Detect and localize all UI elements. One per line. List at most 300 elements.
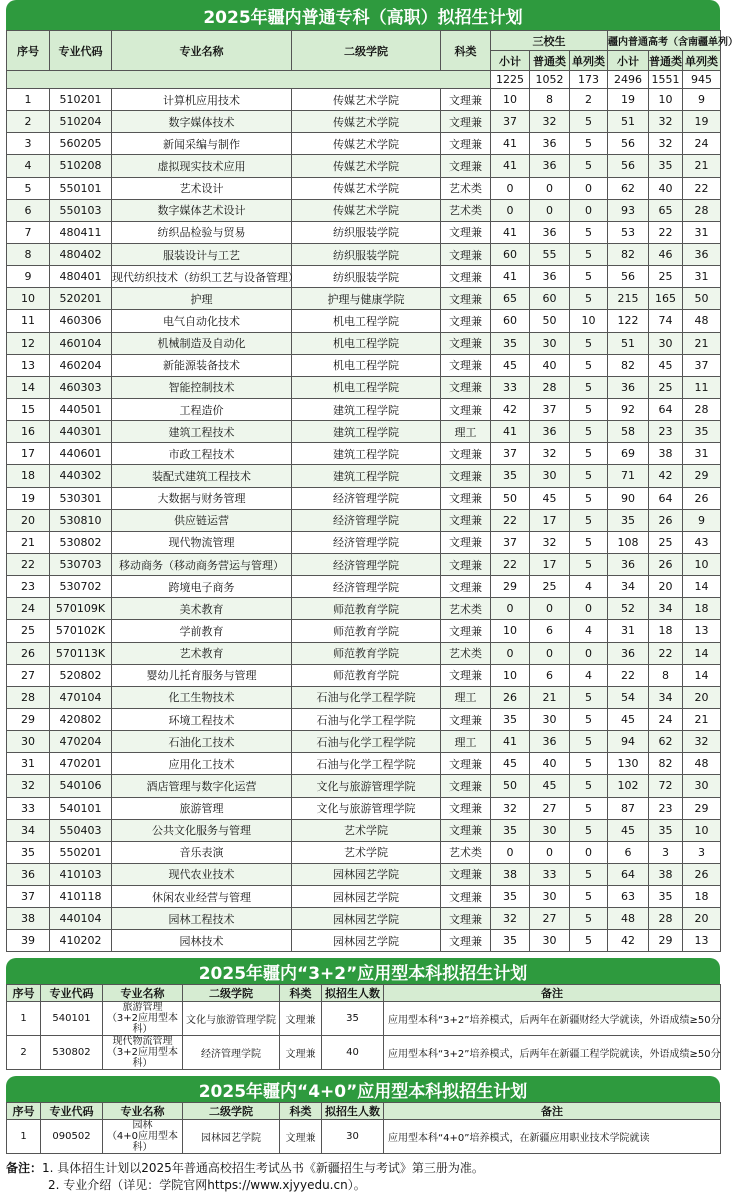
table-row-cell: 25 — [7, 620, 50, 642]
table-row-cell: 37 — [7, 886, 50, 908]
plan40-header: 专业名称 — [103, 1103, 183, 1120]
table-row-cell: 护理 — [112, 288, 292, 310]
table-row-cell: 文理兼 — [441, 310, 491, 332]
table-row — [7, 841, 721, 863]
table-row-cell: 师范教育学院 — [292, 642, 441, 664]
plan40-row-cell: 1 — [7, 1120, 41, 1154]
main-plan-table — [6, 30, 738, 952]
table-row — [7, 421, 721, 443]
table-row-cell: 82 — [649, 753, 683, 775]
table-row-cell: 5 — [570, 509, 608, 531]
table-row-cell: 供应链运营 — [112, 509, 292, 531]
table-row-cell: 化工生物技术 — [112, 686, 292, 708]
table-row-cell: 29 — [649, 930, 683, 952]
table-row-cell: 艺术学院 — [292, 819, 441, 841]
table-row-cell: 6 — [608, 841, 649, 863]
table-row-cell: 2 — [7, 111, 50, 133]
table-row-cell: 36 — [683, 243, 721, 265]
table-row-cell: 37 — [683, 354, 721, 376]
table-row-cell: 480402 — [50, 243, 112, 265]
table-row-cell: 服装设计与工艺 — [112, 243, 292, 265]
sub-header: 单列类 — [683, 51, 721, 71]
table-row-cell: 35 — [649, 155, 683, 177]
table-row-cell: 32 — [491, 797, 530, 819]
plan40-row-cell: 应用型本科“4+0”培养模式，在新疆应用职业技术学院就读 — [384, 1120, 721, 1154]
table-row-cell: 文理兼 — [441, 354, 491, 376]
table-row-cell: 机电工程学院 — [292, 310, 441, 332]
col-group-sanxiao: 三校生 — [491, 31, 608, 51]
table-row-cell: 82 — [608, 243, 649, 265]
table-row-cell: 建筑工程学院 — [292, 465, 441, 487]
table-row-cell: 37 — [530, 398, 570, 420]
table-row-cell: 56 — [608, 266, 649, 288]
table-row-cell: 5 — [570, 886, 608, 908]
table-row-cell: 520201 — [50, 288, 112, 310]
table-row-cell: 建筑工程技术 — [112, 421, 292, 443]
table-row-cell: 传媒艺术学院 — [292, 155, 441, 177]
table-row-cell: 50 — [530, 310, 570, 332]
table-row-cell: 32 — [530, 531, 570, 553]
table-row-cell: 29 — [7, 708, 50, 730]
table-row-cell: 16 — [7, 421, 50, 443]
table-row-cell: 电气自动化技术 — [112, 310, 292, 332]
table-row-cell: 94 — [608, 731, 649, 753]
table-row-cell: 520802 — [50, 664, 112, 686]
table-row-cell: 30 — [530, 886, 570, 908]
table-row-cell: 56 — [608, 133, 649, 155]
table-row-cell: 5 — [570, 819, 608, 841]
table-row — [7, 819, 721, 841]
table-row — [7, 177, 721, 199]
table-row-cell: 510208 — [50, 155, 112, 177]
table-row-cell: 69 — [608, 443, 649, 465]
plan32-row-cell: 文理兼 — [280, 1002, 322, 1036]
table-row-cell: 10 — [683, 553, 721, 575]
table-row-cell: 石油与化学工程学院 — [292, 686, 441, 708]
table-row-cell: 美术教育 — [112, 598, 292, 620]
table-row-cell: 文理兼 — [441, 908, 491, 930]
table-row-cell: 22 — [491, 509, 530, 531]
table-row-cell: 25 — [530, 576, 570, 598]
table-row-cell: 60 — [530, 288, 570, 310]
table-row-cell: 5 — [570, 708, 608, 730]
table-row-cell: 新能源装备技术 — [112, 354, 292, 376]
table-row-cell: 智能控制技术 — [112, 376, 292, 398]
table-row-cell: 12 — [7, 332, 50, 354]
table-row-cell: 师范教育学院 — [292, 664, 441, 686]
table-row-cell: 5 — [570, 686, 608, 708]
col-college: 二级学院 — [292, 31, 441, 71]
table-row-cell: 5 — [570, 376, 608, 398]
table-row-cell: 5 — [570, 753, 608, 775]
table-row-cell: 36 — [530, 731, 570, 753]
table-row-cell: 4 — [570, 664, 608, 686]
table-row-cell: 26 — [491, 686, 530, 708]
table-row-cell: 215 — [608, 288, 649, 310]
table-row-cell: 24 — [7, 598, 50, 620]
sub-header: 普通类 — [649, 51, 683, 71]
table-row-cell: 460303 — [50, 376, 112, 398]
table-row-cell: 石油与化学工程学院 — [292, 753, 441, 775]
table-row-cell: 30 — [649, 332, 683, 354]
table-row-cell: 42 — [491, 398, 530, 420]
table-row-cell: 41 — [491, 133, 530, 155]
table-row-cell: 文理兼 — [441, 531, 491, 553]
main-plan-title: 2025年疆内普通专科（高职）拟招生计划 — [6, 0, 720, 30]
table-row-cell: 经济管理学院 — [292, 531, 441, 553]
table-row-cell: 机械制造及自动化 — [112, 332, 292, 354]
table-row-cell: 19 — [7, 487, 50, 509]
table-row-cell: 32 — [683, 731, 721, 753]
table-row-cell: 机电工程学院 — [292, 376, 441, 398]
plan40-row-cell: 园林 （4+0应用型本科） — [103, 1120, 183, 1154]
table-row-cell: 28 — [530, 376, 570, 398]
table-row — [7, 111, 721, 133]
table-row-cell: 33 — [7, 797, 50, 819]
table-row-cell: 15 — [7, 398, 50, 420]
table-row — [7, 221, 721, 243]
table-row-cell: 39 — [7, 930, 50, 952]
table-row-cell: 5 — [570, 465, 608, 487]
table-row-cell: 35 — [491, 886, 530, 908]
table-row-cell: 64 — [649, 398, 683, 420]
table-row-cell: 530802 — [50, 531, 112, 553]
table-row-cell: 36 — [530, 133, 570, 155]
table-row-cell: 26 — [649, 553, 683, 575]
table-row-cell: 5 — [570, 221, 608, 243]
table-row-cell: 60 — [491, 243, 530, 265]
table-row — [7, 863, 721, 885]
total-cell: 945 — [683, 71, 721, 89]
table-row-cell: 经济管理学院 — [292, 487, 441, 509]
table-row-cell: 0 — [530, 841, 570, 863]
table-row-cell: 37 — [491, 111, 530, 133]
total-cell: 1225 — [491, 71, 530, 89]
table-row-cell: 移动商务（移动商务营运与管理） — [112, 553, 292, 575]
table-row — [7, 753, 721, 775]
table-row-cell: 9 — [7, 266, 50, 288]
plan40-header: 专业代码 — [41, 1103, 103, 1120]
table-row-cell: 5 — [570, 863, 608, 885]
plan32-header: 备注 — [384, 985, 721, 1002]
table-row — [7, 354, 721, 376]
table-row-cell: 20 — [649, 576, 683, 598]
col-no: 序号 — [7, 31, 50, 71]
table-row-cell: 36 — [608, 376, 649, 398]
table-row-cell: 0 — [570, 199, 608, 221]
table-row-cell: 550201 — [50, 841, 112, 863]
table-row-cell: 20 — [683, 686, 721, 708]
table-row-cell: 机电工程学院 — [292, 354, 441, 376]
plan40-row-cell: 文理兼 — [280, 1120, 322, 1154]
table-row-cell: 园林园艺学院 — [292, 863, 441, 885]
table-row — [7, 89, 721, 111]
plan40-row-cell: 30 — [322, 1120, 384, 1154]
table-row-cell: 41 — [491, 266, 530, 288]
table-row-cell: 24 — [683, 133, 721, 155]
table-row-cell: 60 — [491, 310, 530, 332]
table-row-cell: 28 — [683, 398, 721, 420]
table-row — [7, 908, 721, 930]
sub-header: 普通类 — [530, 51, 570, 71]
table-row-cell: 480401 — [50, 266, 112, 288]
table-row-cell: 27 — [7, 664, 50, 686]
table-row-cell: 45 — [530, 487, 570, 509]
plan32-row-cell: 530802 — [41, 1036, 103, 1070]
table-row — [7, 797, 721, 819]
table-row-cell: 3 — [649, 841, 683, 863]
table-row-cell: 22 — [491, 553, 530, 575]
table-row-cell: 公共文化服务与管理 — [112, 819, 292, 841]
table-row-cell: 10 — [491, 89, 530, 111]
table-row-cell: 传媒艺术学院 — [292, 133, 441, 155]
table-row-cell: 11 — [683, 376, 721, 398]
table-row-cell: 跨境电子商务 — [112, 576, 292, 598]
table-row — [7, 133, 721, 155]
table-row-cell: 23 — [649, 421, 683, 443]
table-row-cell: 34 — [649, 598, 683, 620]
table-row-cell: 41 — [491, 421, 530, 443]
table-row-cell: 10 — [683, 819, 721, 841]
table-row-cell: 现代纺织技术（纺织工艺与设备管理） — [112, 266, 292, 288]
table-row-cell: 3 — [7, 133, 50, 155]
table-row-cell: 420802 — [50, 708, 112, 730]
table-row-cell: 艺术类 — [441, 642, 491, 664]
table-row-cell: 园林技术 — [112, 930, 292, 952]
table-row-cell: 35 — [608, 509, 649, 531]
table-row-cell: 20 — [7, 509, 50, 531]
table-row-cell: 10 — [7, 288, 50, 310]
col-subject: 科类 — [441, 31, 491, 71]
table-row-cell: 装配式建筑工程技术 — [112, 465, 292, 487]
table-row-cell: 艺术教育 — [112, 642, 292, 664]
table-row-cell: 35 — [7, 841, 50, 863]
plan40-title: 2025年疆内“4+0”应用型本科拟招生计划 — [6, 1076, 720, 1102]
table-row-cell: 现代农业技术 — [112, 863, 292, 885]
table-row-cell: 440104 — [50, 908, 112, 930]
table-row-cell: 艺术类 — [441, 199, 491, 221]
table-row-cell: 5 — [7, 177, 50, 199]
table-row-cell: 55 — [530, 243, 570, 265]
table-row-cell: 19 — [683, 111, 721, 133]
table-row-cell: 46 — [649, 243, 683, 265]
table-row-cell: 7 — [7, 221, 50, 243]
table-row-cell: 园林工程技术 — [112, 908, 292, 930]
table-row-cell: 6 — [7, 199, 50, 221]
table-row-cell: 14 — [7, 376, 50, 398]
col-name: 专业名称 — [112, 31, 292, 71]
table-row-cell: 传媒艺术学院 — [292, 199, 441, 221]
table-row-cell: 园林园艺学院 — [292, 886, 441, 908]
table-row-cell: 21 — [683, 332, 721, 354]
table-row-cell: 4 — [570, 576, 608, 598]
table-row-cell: 440501 — [50, 398, 112, 420]
table-row-cell: 10 — [570, 310, 608, 332]
table-row-cell: 传媒艺术学院 — [292, 177, 441, 199]
table-row-cell: 5 — [570, 243, 608, 265]
table-row-cell: 22 — [7, 553, 50, 575]
table-row-cell: 0 — [530, 177, 570, 199]
notes-label: 备注： — [6, 1161, 43, 1176]
table-row-cell: 园林园艺学院 — [292, 908, 441, 930]
table-row-cell: 5 — [570, 731, 608, 753]
table-row-cell: 22 — [683, 177, 721, 199]
table-row-cell: 环境工程技术 — [112, 708, 292, 730]
plan32-header: 二级学院 — [183, 985, 280, 1002]
table-row-cell: 文理兼 — [441, 155, 491, 177]
plan40-body — [7, 1120, 721, 1154]
plan40-header: 科类 — [280, 1103, 322, 1120]
table-row-cell: 0 — [570, 598, 608, 620]
table-row-cell: 38 — [649, 863, 683, 885]
plan40-section — [6, 1076, 720, 1154]
table-row-cell: 27 — [530, 797, 570, 819]
table-row-cell: 建筑工程学院 — [292, 443, 441, 465]
table-row-cell: 530301 — [50, 487, 112, 509]
plan32-title: 2025年疆内“3+2”应用型本科拟招生计划 — [6, 958, 720, 984]
table-row-cell: 25 — [649, 531, 683, 553]
table-row-cell: 现代物流管理 — [112, 531, 292, 553]
table-row-cell: 530702 — [50, 576, 112, 598]
plan32-row-cell: 文化与旅游管理学院 — [183, 1002, 280, 1036]
table-row-cell: 8 — [649, 664, 683, 686]
table-row-cell: 5 — [570, 155, 608, 177]
table-row-cell: 51 — [608, 332, 649, 354]
table-row-cell: 6 — [530, 664, 570, 686]
table-row-cell: 10 — [491, 664, 530, 686]
table-row — [7, 886, 721, 908]
table-row-cell: 470201 — [50, 753, 112, 775]
table-row-cell: 5 — [570, 421, 608, 443]
table-row-cell: 大数据与财务管理 — [112, 487, 292, 509]
table-row-cell: 31 — [683, 266, 721, 288]
table-row-cell: 33 — [530, 863, 570, 885]
table-row-cell: 文理兼 — [441, 819, 491, 841]
plan32-row-cell: 2 — [7, 1036, 41, 1070]
table-row-cell: 540106 — [50, 775, 112, 797]
plan32-row-cell: 540101 — [41, 1002, 103, 1036]
table-row-cell: 4 — [7, 155, 50, 177]
table-row — [7, 310, 721, 332]
table-row-cell: 18 — [683, 886, 721, 908]
table-row-cell: 43 — [683, 531, 721, 553]
table-row-cell: 21 — [7, 531, 50, 553]
table-row-cell: 410202 — [50, 930, 112, 952]
table-row-cell: 29 — [491, 576, 530, 598]
table-row-cell: 41 — [491, 221, 530, 243]
table-row-cell: 文理兼 — [441, 886, 491, 908]
table-row-cell: 40 — [649, 177, 683, 199]
table-row-cell: 纺织品检验与贸易 — [112, 221, 292, 243]
table-row-cell: 文理兼 — [441, 576, 491, 598]
table-row-cell: 27 — [530, 908, 570, 930]
table-row-cell: 36 — [530, 266, 570, 288]
plan32-row-cell: 1 — [7, 1002, 41, 1036]
table-row — [7, 642, 721, 664]
table-row-cell: 34 — [608, 576, 649, 598]
table-row-cell: 30 — [530, 708, 570, 730]
table-row-cell: 建筑工程学院 — [292, 398, 441, 420]
table-row-cell: 18 — [683, 598, 721, 620]
table-row-cell: 32 — [530, 111, 570, 133]
table-row-cell: 45 — [491, 753, 530, 775]
plan32-row-cell: 应用型本科“3+2”培养模式，后两年在新疆财经大学就读，外语成绩≥50分 — [384, 1002, 721, 1036]
table-row-cell: 33 — [491, 376, 530, 398]
table-row-cell: 文理兼 — [441, 708, 491, 730]
table-row-cell: 5 — [570, 288, 608, 310]
table-row-cell: 24 — [649, 708, 683, 730]
table-row-cell: 460204 — [50, 354, 112, 376]
table-row-cell: 音乐表演 — [112, 841, 292, 863]
table-row-cell: 50 — [491, 775, 530, 797]
table-row-cell: 510201 — [50, 89, 112, 111]
table-row-cell: 26 — [683, 863, 721, 885]
table-row-cell: 34 — [7, 819, 50, 841]
table-row-cell: 数字媒体艺术设计 — [112, 199, 292, 221]
table-row-cell: 460104 — [50, 332, 112, 354]
plan40-row — [7, 1120, 721, 1154]
table-row-cell: 530703 — [50, 553, 112, 575]
table-row-cell: 54 — [608, 686, 649, 708]
table-row-cell: 文理兼 — [441, 376, 491, 398]
table-row-cell: 25 — [649, 266, 683, 288]
table-row-cell: 师范教育学院 — [292, 620, 441, 642]
table-row-cell: 30 — [530, 819, 570, 841]
table-row-cell: 122 — [608, 310, 649, 332]
table-row-cell: 550403 — [50, 819, 112, 841]
table-row-cell: 0 — [530, 598, 570, 620]
table-row — [7, 775, 721, 797]
table-row-cell: 62 — [608, 177, 649, 199]
table-row-cell: 石油化工技术 — [112, 731, 292, 753]
table-row-cell: 建筑工程学院 — [292, 421, 441, 443]
table-row-cell: 28 — [683, 199, 721, 221]
table-row-cell: 22 — [649, 221, 683, 243]
table-row — [7, 620, 721, 642]
table-row-cell: 56 — [608, 155, 649, 177]
table-row-cell: 市政工程技术 — [112, 443, 292, 465]
table-row-cell: 50 — [683, 288, 721, 310]
table-row-cell: 5 — [570, 354, 608, 376]
table-row-cell: 93 — [608, 199, 649, 221]
table-row-cell: 5 — [570, 133, 608, 155]
table-row-cell: 虚拟现实技术应用 — [112, 155, 292, 177]
plan32-row-cell: 经济管理学院 — [183, 1036, 280, 1070]
table-row-cell: 36 — [530, 421, 570, 443]
table-row-cell: 0 — [530, 642, 570, 664]
table-row-cell: 文理兼 — [441, 133, 491, 155]
table-row-cell: 32 — [649, 133, 683, 155]
table-row-cell: 文理兼 — [441, 553, 491, 575]
table-row-cell: 28 — [649, 908, 683, 930]
table-row-cell: 480411 — [50, 221, 112, 243]
table-row-cell: 机电工程学院 — [292, 332, 441, 354]
table-row — [7, 664, 721, 686]
table-row-cell: 45 — [608, 708, 649, 730]
table-row-cell: 5 — [570, 487, 608, 509]
table-row-cell: 5 — [570, 111, 608, 133]
table-row-cell: 6 — [530, 620, 570, 642]
table-row-cell: 5 — [570, 908, 608, 930]
table-row-cell: 410103 — [50, 863, 112, 885]
table-row-cell: 14 — [683, 664, 721, 686]
table-row-cell: 婴幼儿托育服务与管理 — [112, 664, 292, 686]
table-row-cell: 10 — [491, 620, 530, 642]
table-row-cell: 理工 — [441, 421, 491, 443]
table-row-cell: 文理兼 — [441, 863, 491, 885]
table-row-cell: 旅游管理 — [112, 797, 292, 819]
table-row-cell: 文理兼 — [441, 221, 491, 243]
